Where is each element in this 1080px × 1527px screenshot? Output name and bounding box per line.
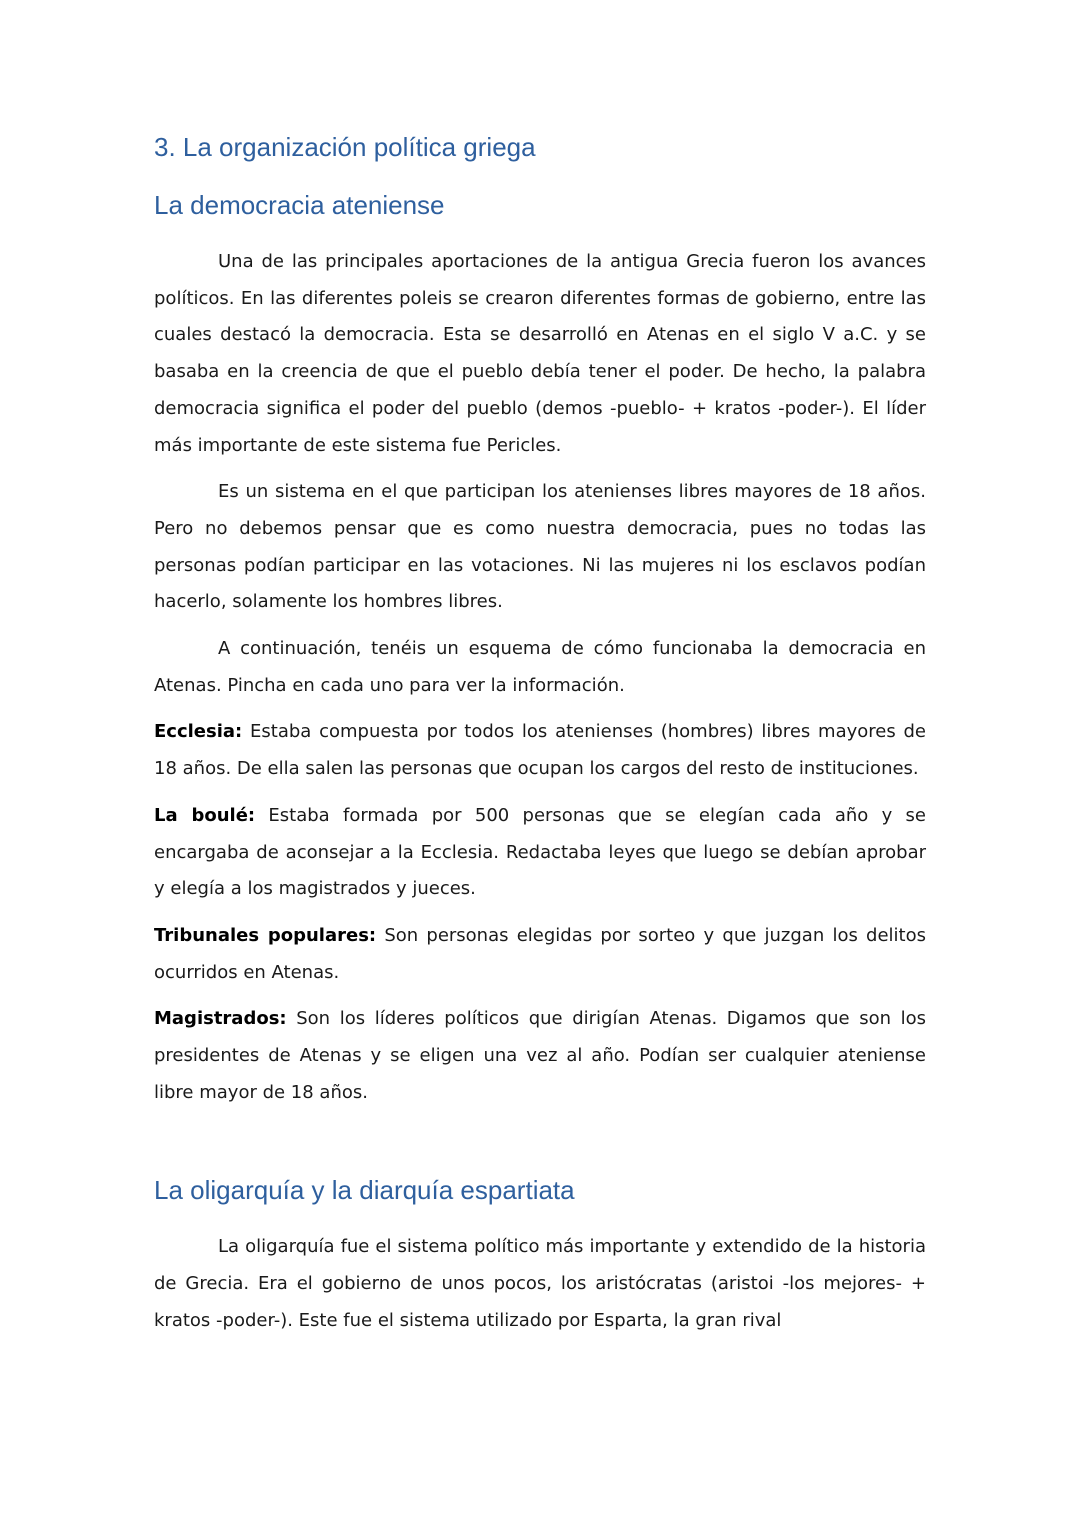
institution-text: Estaba formada por 500 personas que se elegían cada año y se encargaba de aconsejar a la Ecclesia. Redactaba leyes que luego se debían aprobar y elegía a los magistrados y jueces. [154, 804, 927, 900]
heading-democracia: La democracia ateniense [154, 190, 445, 220]
institution-term: Magistrados: [154, 1008, 287, 1030]
institution-term: Tribunales populares: [154, 924, 377, 946]
institution-text: Estaba compuesta por todos los atenienses (hombres) libres mayores de 18 años. De ella salen las personas que ocupan los cargos del resto de instituciones. [154, 721, 926, 780]
institution-text: Son los líderes políticos que dirigían Atenas. Digamos que son los presidentes de Atenas y se eligen una vez al año. Podían ser cualquier ateniense libre mayor de 18 años. [154, 1008, 926, 1103]
institution-ecclesia [154, 714, 926, 787]
institution-tribunales [154, 918, 926, 991]
institution-term: Ecclesia: [154, 721, 243, 743]
institution-boule [154, 798, 926, 908]
institution-text: Son personas elegidas por sorteo y que juzgan los delitos ocurridos en Atenas. [154, 924, 926, 983]
document-page [154, 128, 926, 1350]
heading-oligarquia: La oligarquía y la diarquía espartiata [154, 1175, 575, 1206]
paragraph-democracia-3: A continuación, tenéis un esquema de cómo funcionaba la democracia en Atenas. Pincha en cada uno para ver la información. [154, 638, 926, 696]
institution-term: La boulé: [154, 804, 256, 826]
section-title: 3. La organización política griega [154, 132, 536, 162]
institution-magistrados [154, 1001, 926, 1111]
paragraph-oligarquia-1: La oligarquía fue el sistema político más importante y extendido de la historia de Grecia. Era el gobierno de unos pocos, los aristócratas (aristoi -los mejores- + kratos -poder-). Este fue el sistema utilizado por Esparta, la gran rival [154, 1236, 926, 1331]
paragraph-democracia-1: Una de las principales aportaciones de la antigua Grecia fueron los avances políticos. En las diferentes poleis se crearon diferentes formas de gobierno, entre las cuales destacó la democracia. Esta se desarrolló en Atenas en el siglo V a.C. y se basaba en la creencia de que el pueblo debía tener el poder. De hecho, la palabra democracia significa el poder del pueblo (demos -pueblo- + kratos -poder-). El líder más importante de este sistema fue Pericles. [154, 251, 926, 456]
paragraph-democracia-2: Es un sistema en el que participan los atenienses libres mayores de 18 años. Pero no debemos pensar que es como nuestra democracia, pues no todas las personas podían participar en las votaciones. Ni las mujeres ni los esclavos podían hacerlo, solamente los hombres libres. [154, 481, 926, 613]
